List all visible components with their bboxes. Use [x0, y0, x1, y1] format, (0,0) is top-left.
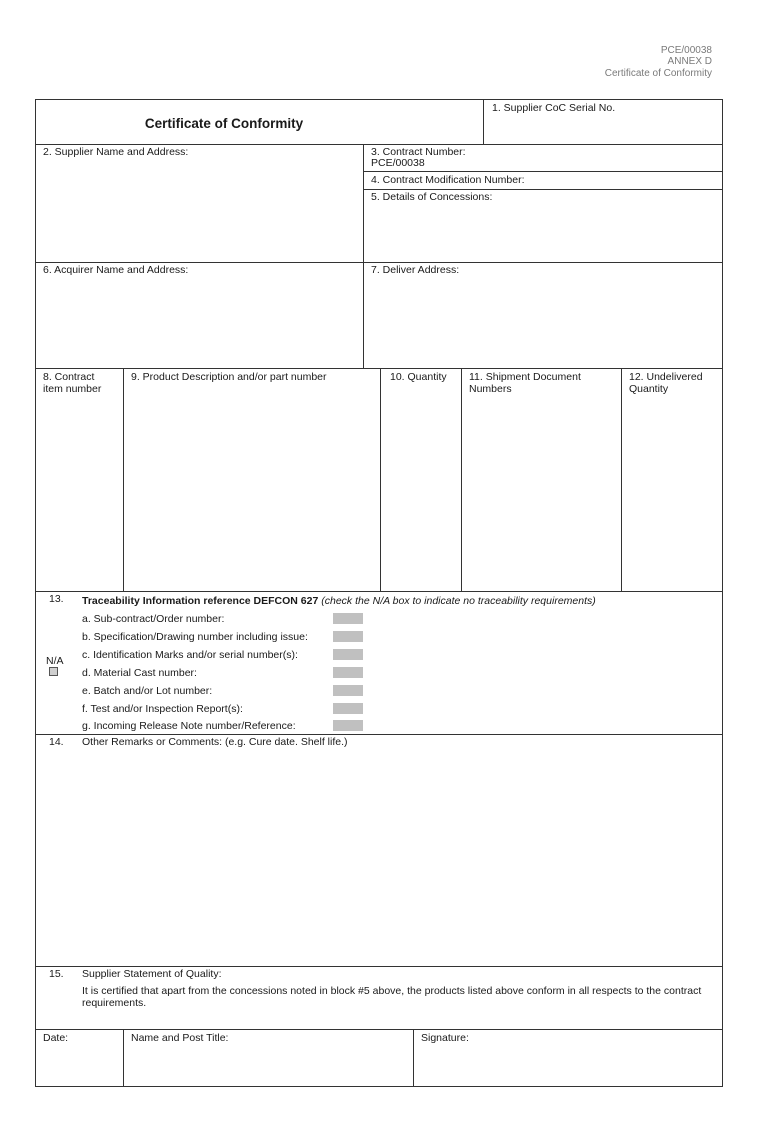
trace-checkbox[interactable]	[333, 631, 363, 642]
col-product-description: 9. Product Description and/or part number	[131, 371, 327, 383]
concessions-field[interactable]: 5. Details of Concessions:	[371, 191, 493, 203]
trace-item: e. Batch and/or Lot number:	[82, 685, 213, 697]
rule	[35, 591, 723, 592]
rule	[35, 734, 723, 735]
section-13-number: 13.	[49, 593, 64, 605]
rule	[380, 368, 381, 592]
contract-number-value[interactable]: PCE/00038	[371, 157, 425, 169]
supplier-coc-serial-field[interactable]: 1. Supplier CoC Serial No.	[492, 102, 616, 114]
trace-item: d. Material Cast number:	[82, 667, 197, 679]
signature-field[interactable]: Signature:	[421, 1032, 469, 1044]
quality-statement: It is certified that apart from the concessions noted in block #5 above, the products listed above conform in all respects to the contract requirements.	[82, 985, 702, 1009]
rule	[363, 171, 723, 172]
deliver-address-field[interactable]: 7. Deliver Address:	[371, 264, 460, 276]
annex-label: ANNEX D	[667, 56, 712, 67]
trace-item: g. Incoming Release Note number/Reference:	[82, 720, 296, 732]
rule	[123, 1029, 124, 1087]
trace-item: f. Test and/or Inspection Report(s):	[82, 703, 243, 715]
rule	[35, 966, 723, 967]
acquirer-name-address-field[interactable]: 6. Acquirer Name and Address:	[43, 264, 189, 276]
document-reference: PCE/00038	[660, 45, 712, 56]
na-label: N/A	[46, 655, 64, 667]
trace-checkbox[interactable]	[333, 720, 363, 731]
rule	[363, 189, 723, 190]
rule	[461, 368, 462, 592]
col-undelivered-quantity: 12. Undelivered Quantity	[629, 371, 703, 395]
rule	[483, 99, 484, 145]
trace-item: c. Identification Marks and/or serial number(s):	[82, 649, 298, 661]
col-shipment-document-numbers: 11. Shipment Document Numbers	[469, 371, 581, 395]
trace-checkbox[interactable]	[333, 667, 363, 678]
contract-number-label: 3. Contract Number:	[371, 146, 466, 158]
rule	[123, 368, 124, 592]
trace-item: b. Specification/Drawing number including issue:	[82, 631, 308, 643]
rule	[35, 262, 723, 263]
name-post-title-field[interactable]: Name and Post Title:	[131, 1032, 229, 1044]
document-title: Certificate of Conformity	[604, 68, 712, 79]
traceability-heading	[82, 595, 596, 607]
trace-checkbox[interactable]	[333, 649, 363, 660]
supplier-name-address-field[interactable]: 2. Supplier Name and Address:	[43, 146, 189, 158]
traceability-title: Traceability Information reference DEFCON 627	[82, 595, 319, 607]
traceability-note: (check the N/A box to indicate no traceability requirements)	[321, 595, 596, 607]
trace-item: a. Sub-contract/Order number:	[82, 613, 225, 625]
trace-checkbox[interactable]	[333, 685, 363, 696]
trace-checkbox[interactable]	[333, 703, 363, 714]
contract-modification-field[interactable]: 4. Contract Modification Number:	[371, 174, 525, 186]
other-remarks-field[interactable]: Other Remarks or Comments: (e.g. Cure date. Shelf life.)	[82, 736, 348, 748]
col-quantity: 10. Quantity	[390, 371, 447, 383]
rule	[35, 144, 723, 145]
section-14-number: 14.	[49, 736, 64, 748]
date-field[interactable]: Date:	[43, 1032, 69, 1044]
trace-checkbox[interactable]	[333, 613, 363, 624]
supplier-quality-label: Supplier Statement of Quality:	[82, 968, 222, 980]
rule	[363, 144, 364, 369]
rule	[413, 1029, 414, 1087]
certificate-form	[35, 99, 723, 1087]
na-checkbox[interactable]	[49, 667, 58, 676]
form-title: Certificate of Conformity	[144, 116, 304, 131]
rule	[35, 368, 723, 369]
col-contract-item-number: 8. Contract item number	[43, 371, 102, 395]
section-15-number: 15.	[49, 968, 64, 980]
rule	[621, 368, 622, 592]
rule	[35, 1029, 723, 1030]
